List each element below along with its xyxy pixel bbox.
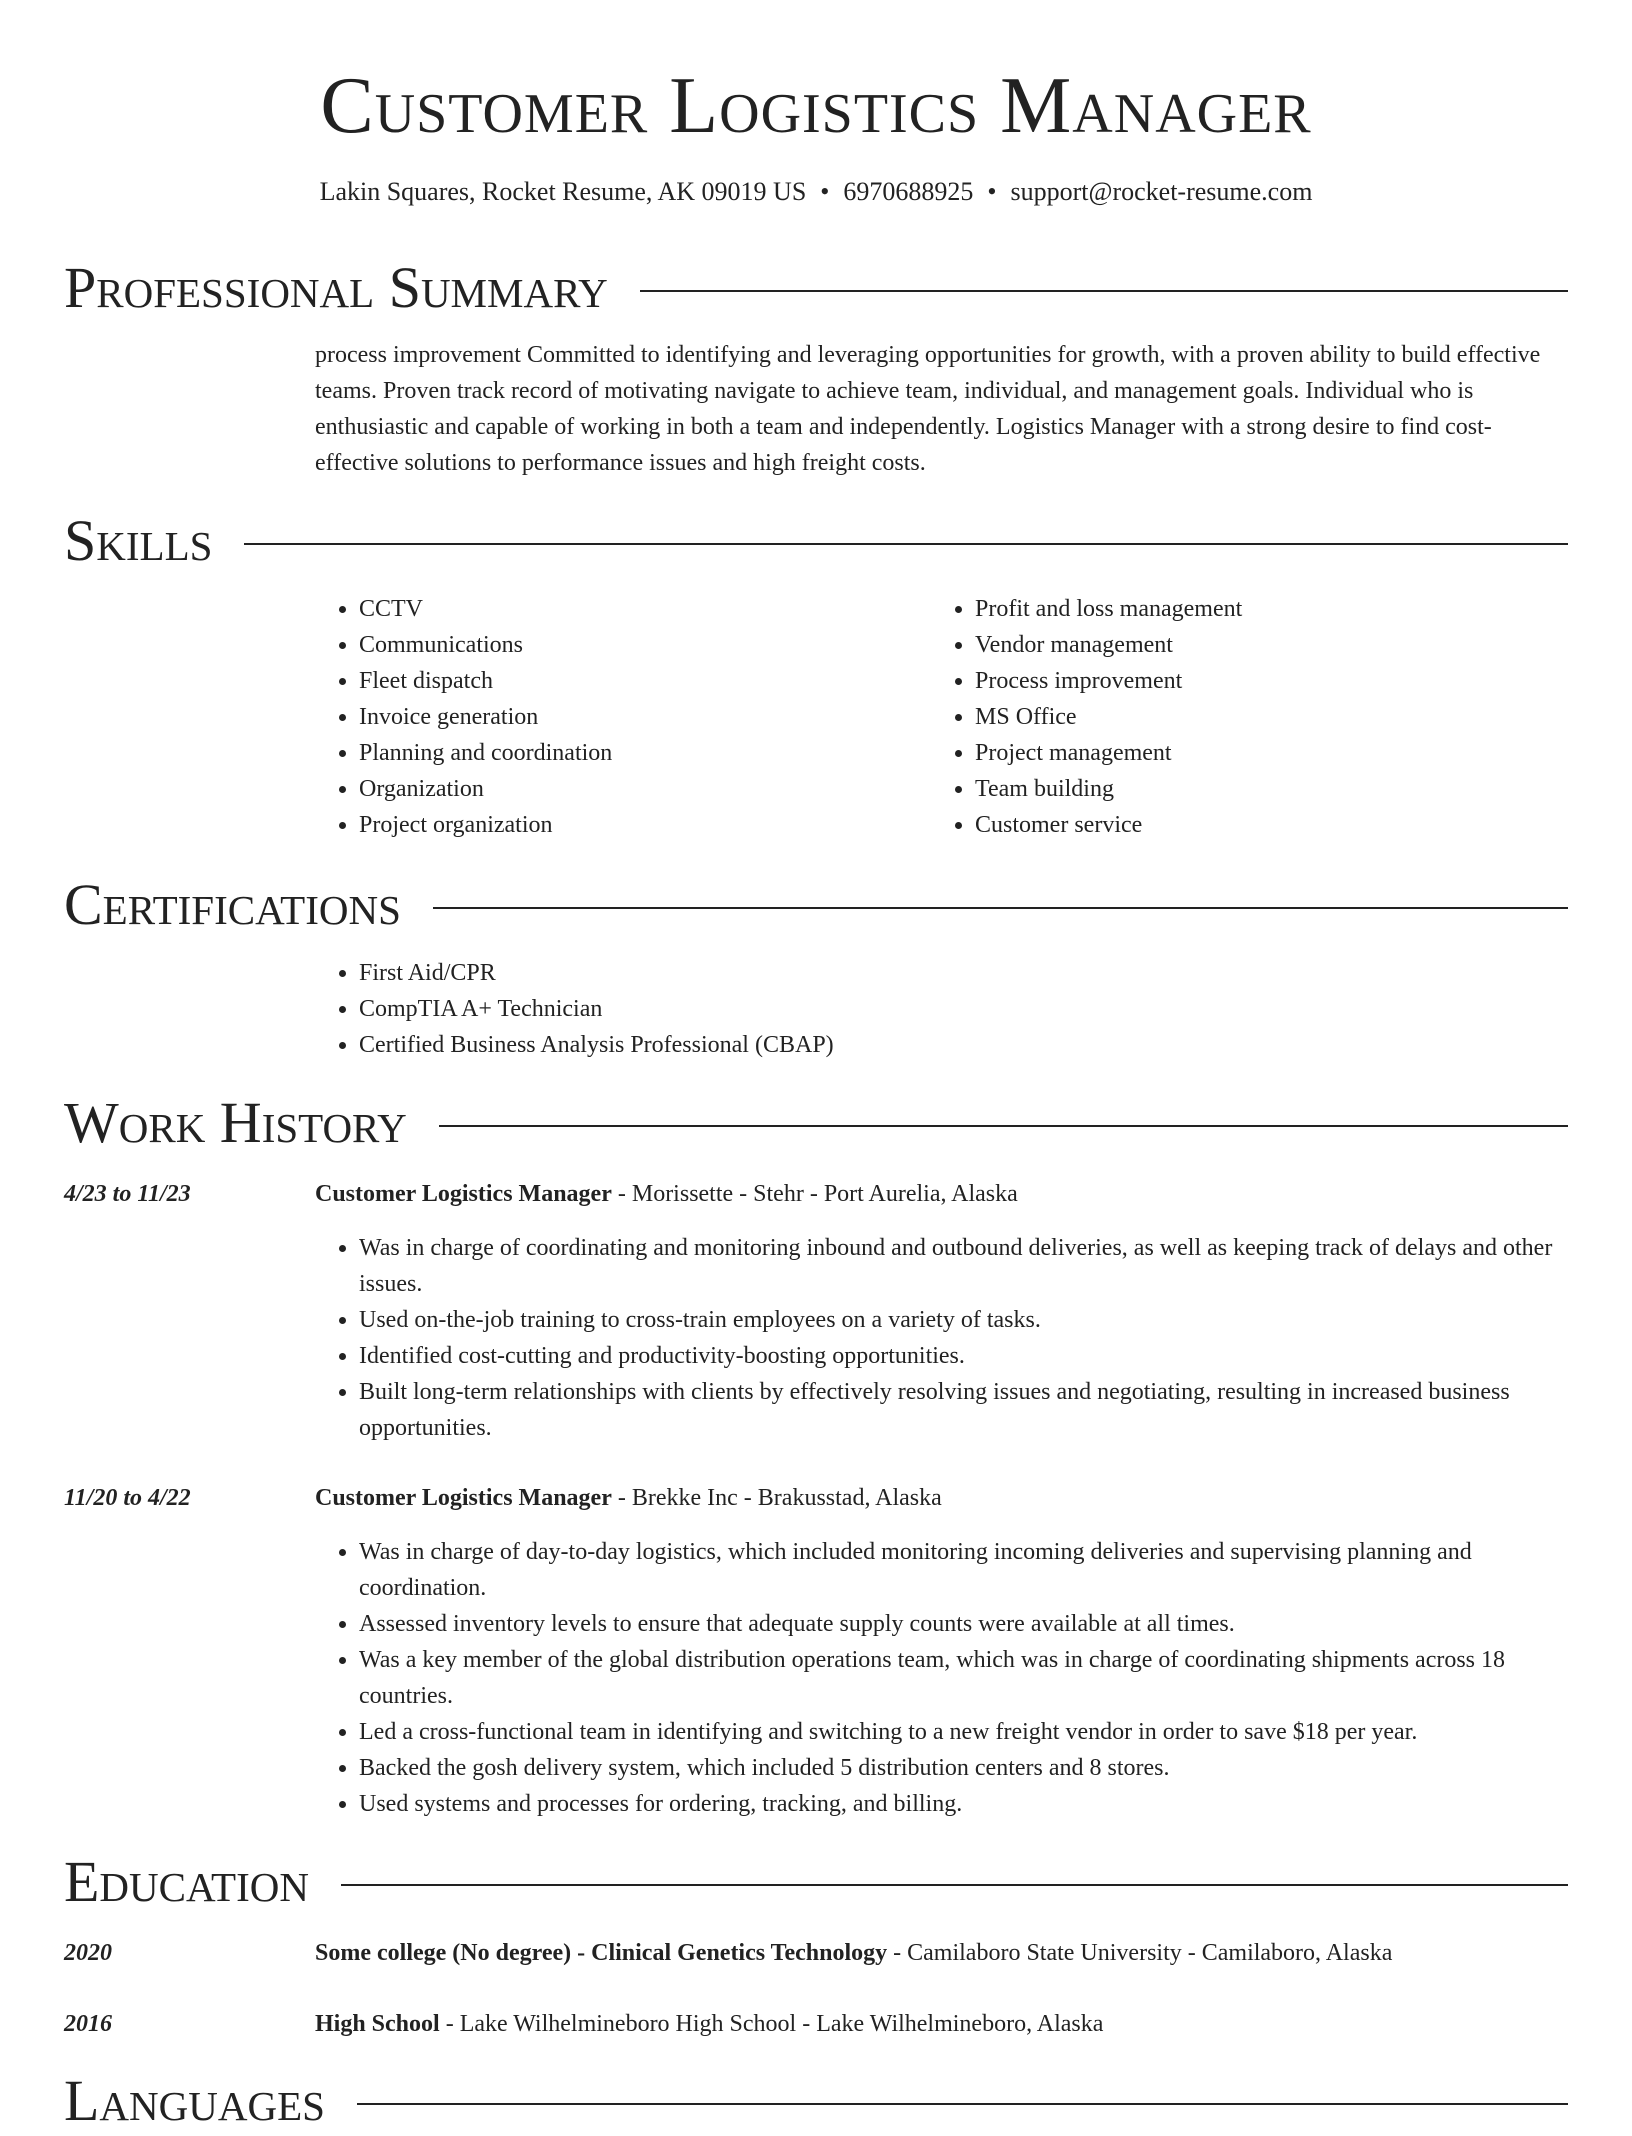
resume-name-title: Customer Logistics Manager xyxy=(320,62,1312,150)
job-date: 4/23 to 11/23 xyxy=(64,1181,191,1207)
education-school-location: - Lake Wilhelmineboro High School - Lake Wilhelmineboro, Alaska xyxy=(439,2011,1104,2037)
job-company-location: - Morissette - Stehr - Port Aurelia, Alaska xyxy=(611,1181,1018,1207)
section-title: Certifications xyxy=(64,872,401,937)
job-title-line xyxy=(315,1480,1568,1516)
section-header-certifications xyxy=(64,870,1568,940)
skill-item: • Invoice generation xyxy=(359,699,915,735)
job-date: 11/20 to 4/22 xyxy=(64,1485,191,1511)
education-date: 2016 xyxy=(64,2011,112,2037)
job-duty-item: • Identified cost-cutting and productivity-boosting opportunities. xyxy=(359,1338,1568,1374)
section-divider xyxy=(439,1125,1568,1127)
section-title: Work History xyxy=(64,1090,407,1155)
job-duty-item: • Led a cross-functional team in identifying and switching to a new freight vendor in order to save $18 per year. xyxy=(359,1714,1568,1750)
section-title: Professional Summary xyxy=(64,255,608,320)
job-duty-item: • Was in charge of coordinating and monitoring inbound and outbound deliveries, as well as keeping track of delays and other issues. xyxy=(359,1230,1568,1302)
section-header-summary xyxy=(64,253,1568,323)
certification-item: • First Aid/CPR xyxy=(359,955,1565,991)
skill-item: • Customer service xyxy=(975,807,1561,843)
contact-address: Lakin Squares, Rocket Resume, AK 09019 US xyxy=(319,177,807,206)
contact-line xyxy=(64,174,1568,210)
contact-email: support@rocket-resume.com xyxy=(1010,177,1313,206)
skill-item: • MS Office xyxy=(975,699,1561,735)
skills-column-right xyxy=(931,591,1561,843)
job-title-line xyxy=(315,1176,1568,1212)
certification-item: • Certified Business Analysis Professional (CBAP) xyxy=(359,1027,1565,1063)
section-header-education xyxy=(64,1847,1568,1917)
job-duty-item: • Used on-the-job training to cross-train employees on a variety of tasks. xyxy=(359,1302,1568,1338)
job-duties xyxy=(315,1534,1568,1822)
skill-item: • Planning and coordination xyxy=(359,735,915,771)
section-title: Education xyxy=(64,1849,309,1914)
skill-item: • Process improvement xyxy=(975,663,1561,699)
section-divider xyxy=(357,2103,1568,2105)
section-header-languages xyxy=(64,2066,1568,2136)
job-duty-item: • Backed the gosh delivery system, which included 5 distribution centers and 8 stores. xyxy=(359,1750,1568,1786)
section-divider xyxy=(341,1884,1568,1886)
job-duty-item: • Was in charge of day-to-day logistics, which included monitoring incoming deliveries and supervising planning and coordination. xyxy=(359,1534,1568,1606)
job-role: Customer Logistics Manager xyxy=(315,1181,612,1207)
education-date: 2020 xyxy=(64,1940,112,1966)
job-duty-item: • Was a key member of the global distribution operations team, which was in charge of coordinating shipments across 18 countries. xyxy=(359,1642,1568,1714)
section-divider xyxy=(640,290,1568,292)
skill-item: • Communications xyxy=(359,627,915,663)
section-divider xyxy=(433,907,1568,909)
education-school-location: - Camilaboro State University - Camilaboro, Alaska xyxy=(887,1940,1393,1966)
section-title: Skills xyxy=(64,508,213,573)
job-role: Customer Logistics Manager xyxy=(315,1485,612,1511)
certifications-list xyxy=(315,955,1565,1063)
skill-item: • CCTV xyxy=(359,591,915,627)
section-title: Languages xyxy=(64,2068,325,2133)
job-company-location: - Brekke Inc - Brakusstad, Alaska xyxy=(611,1485,942,1511)
job-duties xyxy=(315,1230,1568,1446)
skill-item: • Profit and loss management xyxy=(975,591,1561,627)
summary-text: process improvement Committed to identifying and leveraging opportunities for growth, with a proven ability to build effective teams. Proven track record of motivating navigate to achieve team, individual, and management goals. Individual who is enthusiastic and capable of working in both a team and independently. Logistics Manager with a strong desire to find cost-effective solutions to performance issues and high freight costs. xyxy=(315,342,1541,476)
education-degree: High School xyxy=(315,2011,440,2037)
skill-item: • Fleet dispatch xyxy=(359,663,915,699)
education-line xyxy=(315,2006,1568,2042)
contact-separator: • xyxy=(820,177,830,206)
skill-item: • Project organization xyxy=(359,807,915,843)
education-line xyxy=(315,1935,1568,1971)
contact-separator: • xyxy=(987,177,997,206)
contact-phone: 6970688925 xyxy=(843,177,974,206)
skill-item: • Project management xyxy=(975,735,1561,771)
section-divider xyxy=(244,543,1568,545)
skill-item: • Organization xyxy=(359,771,915,807)
section-header-skills xyxy=(64,506,1568,576)
job-duty-item: • Built long-term relationships with clients by effectively resolving issues and negotiating, resulting in increased business opportunities. xyxy=(359,1374,1568,1446)
section-header-work-history xyxy=(64,1088,1568,1158)
job-duty-item: • Used systems and processes for ordering, tracking, and billing. xyxy=(359,1786,1568,1822)
skill-item: • Team building xyxy=(975,771,1561,807)
job-duty-item: • Assessed inventory levels to ensure that adequate supply counts were available at all times. xyxy=(359,1606,1568,1642)
skills-column-left xyxy=(315,591,915,843)
skill-item: • Vendor management xyxy=(975,627,1561,663)
certification-item: • CompTIA A+ Technician xyxy=(359,991,1565,1027)
education-degree: Some college (No degree) - Clinical Genetics Technology xyxy=(315,1940,888,1966)
